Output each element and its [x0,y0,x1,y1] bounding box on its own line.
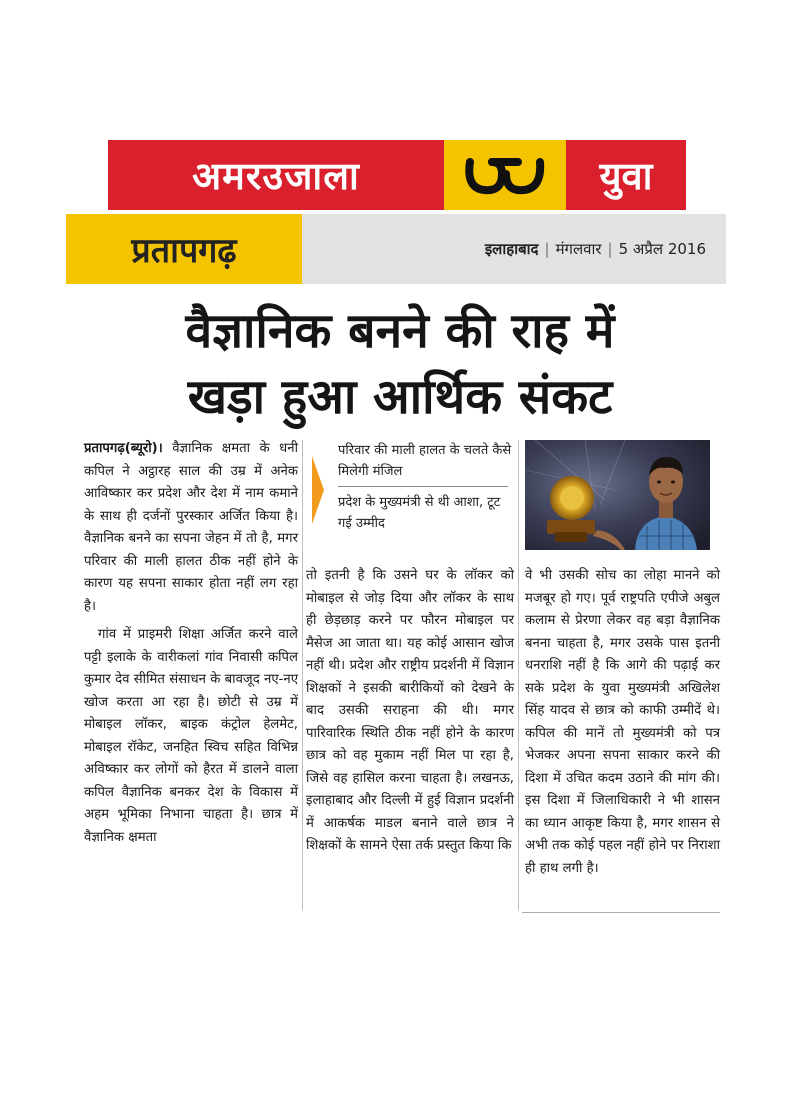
dateline-date: 5 अप्रैल 2016 [618,240,706,258]
student-photo [525,440,710,550]
deck-line-1: परिवार की माली हालत के चलते कैसे मिलेगी मंजिल [338,443,512,479]
amar-ujala-logo-icon [444,140,566,210]
headline-line-1: वैज्ञानिक बनने की राह में [185,303,615,359]
brand-name: अमरउजाला [108,140,444,210]
article-paragraph: गांव में प्राइमरी शिक्षा अर्जित करने वाले पट्टी इलाके के वारीकलां गांव निवासी कपिल कुमार देव सीमित संसाधन के बावजूद नए-नए खोज करता आ रहा है। छोटी से उम्र में मोबाइल लॉकर, बाइक कंट्रोल हेलमेट, मोबाइल रॉकेट, जनहित स्विच सहित विभिन्न अविष्कार कर लोगों को हैरत में डालने वाला कपिल वैज्ञानिक बनकर देश के विकास में अहम भूमिका निभाना चाहता है। छात्र में वैज्ञानिक क्षमता [84,627,298,845]
deck-divider [338,486,508,487]
edition-city: प्रतापगढ़ [66,214,302,284]
article-paragraph: वे भी उसकी सोच का लोहा मानने को मजबूर हो गए। पूर्व राष्ट्रपति एपीजे अबुल कलाम से प्रेरणा लेकर वह बड़ा वैज्ञानिक बनना चाहता है, मगर उसके पास इतनी धनराशि नहीं है कि आगे की पढ़ाई कर सके प्रदेश के युवा मुख्यमंत्री अखिलेश सिंह यादव से छात्र को काफी उम्मीदें थे। कपिल की मानें तो मुख्यमंत्री को पत्र भेजकर अपना सपना साकार करने की दिशा में उचित कदम उठाने की मांग की। इस दिशा में जिलाधिकारी ने भी शासन का ध्यान आकृष्ट किया है, मगर शासन से अभी तक कोई पहल नहीं होने पर निराशा ही हाथ लगी है। [525,568,720,876]
column-divider [302,440,303,910]
headline [80,298,720,430]
article-paragraph [84,438,298,618]
dateline-place: इलाहाबाद [484,240,539,258]
bottom-divider [522,912,720,913]
article-dateline: प्रतापगढ़(ब्यूरो)। [84,441,163,456]
orange-arrow-icon [312,456,324,524]
masthead [108,140,686,210]
article-column-1 [84,438,298,855]
article-column-2 [306,565,514,864]
deck-box [306,440,514,550]
article-column-3 [525,565,720,886]
article-paragraph: तो इतनी है कि उसने घर के लॉकर को मोबाइल से जोड़ दिया और लॉकर के साथ ही छेड़छाड़ करने पर फौरन मोबाइल पर मैसेज आ जाता था। यह कोई आसान खोज नहीं थी। प्रदेश और राष्ट्रीय प्रदर्शनी में विज्ञान शिक्षकों ने इसकी बारीकियों को देखने के बाद उसकी सराहना की थी। मगर पारिवारिक स्थिति ठीक नहीं होने के कारण छात्र को वह मुकाम नहीं मिल पा रहा है, जिसे वह हासिल करना चाहता है। लखनऊ, इलाहाबाद और दिल्ली में हुई विज्ञान प्रदर्शनी में आकर्षक माडल बनाने वाले छात्र ने शिक्षकों के सामने ऐसा तर्क प्रस्तुत किया कि [306,568,514,853]
edition-bar [66,214,726,284]
dateline: इलाहाबाद | मंगलवार | 5 अप्रैल 2016 [484,240,706,258]
column-divider [518,440,519,910]
dateline-day: मंगलवार [555,240,602,258]
deck-line-2: प्रदेश के मुख्यमंत्री से थी आशा, टूट गई उम्मीद [338,495,501,531]
article-text: वैज्ञानिक क्षमता के धनी कपिल ने अट्ठारह साल की उम्र में अनेक आविष्कार कर प्रदेश और देश में नाम कमाने के साथ ही दर्जनों पुरस्कार अर्जित किया है। वैज्ञानिक बनने का सपना जेहन में तो है, मगर परिवार की माली हालत ठीक नहीं होने के कारण यह सपना साकार होता नहीं लग रहा है। [84,441,298,614]
section-name: युवा [566,140,686,210]
headline-line-2: खड़ा हुआ आर्थिक संकट [187,369,613,425]
